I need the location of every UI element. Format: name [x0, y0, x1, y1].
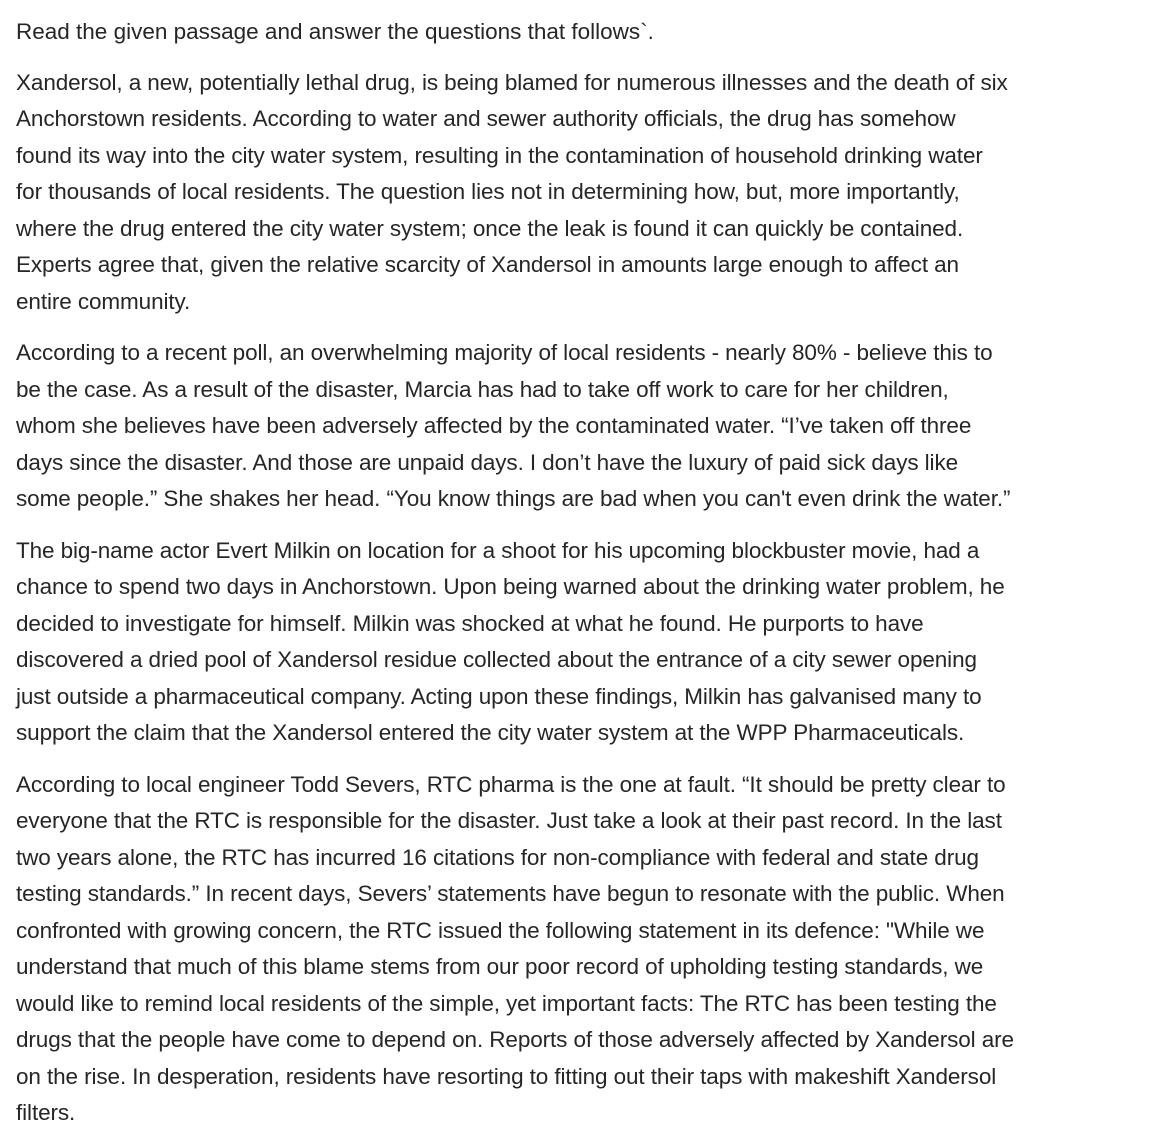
passage-paragraph-4: According to local engineer Todd Severs, RTC pharma is the one at fault. “It should be pretty clear to everyone that the RTC is responsible for the disaster. Just take a look at their past record. In the last two years alone, the RTC has incurred 16 citations for non-compliance with federal and state drug testing standards.” In recent days, Severs’ statements have begun to resonate with the public. When confronted with growing concern, the RTC issued the following statement in its defence: "While we understand that much of this blame stems from our poor record of upholding testing standards, we would like to remind local residents of the simple, yet important facts: The RTC has been testing the drugs that the people have come to depend on. Reports of those adversely affected by Xandersol are on the rise. In desperation, residents have resorting to fitting out their taps with makeshift Xandersol filters.	[16, 771, 1014, 1125]
instruction-text: Read the given passage and answer the questions that follows`.	[16, 19, 654, 44]
passage-paragraph-2: According to a recent poll, an overwhelming majority of local residents - nearly 80% - believe this to be the case. As a result of the disaster, Marcia has had to take off work to care for her children, whom she believes have been adversely affected by the contaminated water. “I’ve taken off three days since the disaster. And those are unpaid days. I don’t have the luxury of paid sick days like some people.” She shakes her head. “You know things are bad when you can't even drink the water.”	[16, 340, 1011, 511]
passage-paragraph-3: The big-name actor Evert Milkin on location for a shoot for his upcoming blockbuster movie, had a chance to spend two days in Anchorstown. Upon being warned about the drinking water problem, he decided to investigate for himself. Milkin was shocked at what he found. He purports to have discovered a dried pool of Xandersol residue collected about the entrance of a city sewer opening just outside a pharmaceutical company. Acting upon these findings, Milkin has galvanised many to support the claim that the Xandersol entered the city water system at the WPP Pharmaceuticals.	[16, 537, 1005, 745]
passage-paragraph-1: Xandersol, a new, potentially lethal drug, is being blamed for numerous illnesses and the death of six Anchorstown residents. According to water and sewer authority officials, the drug has somehow found its way into the city water system, resulting in the contamination of household drinking water for thousands of local residents. The question lies not in determining how, but, more importantly, where the drug entered the city water system; once the leak is found it can quickly be contained. Experts agree that, given the relative scarcity of Xandersol in amounts large enough to affect an entire community.	[16, 69, 1008, 314]
